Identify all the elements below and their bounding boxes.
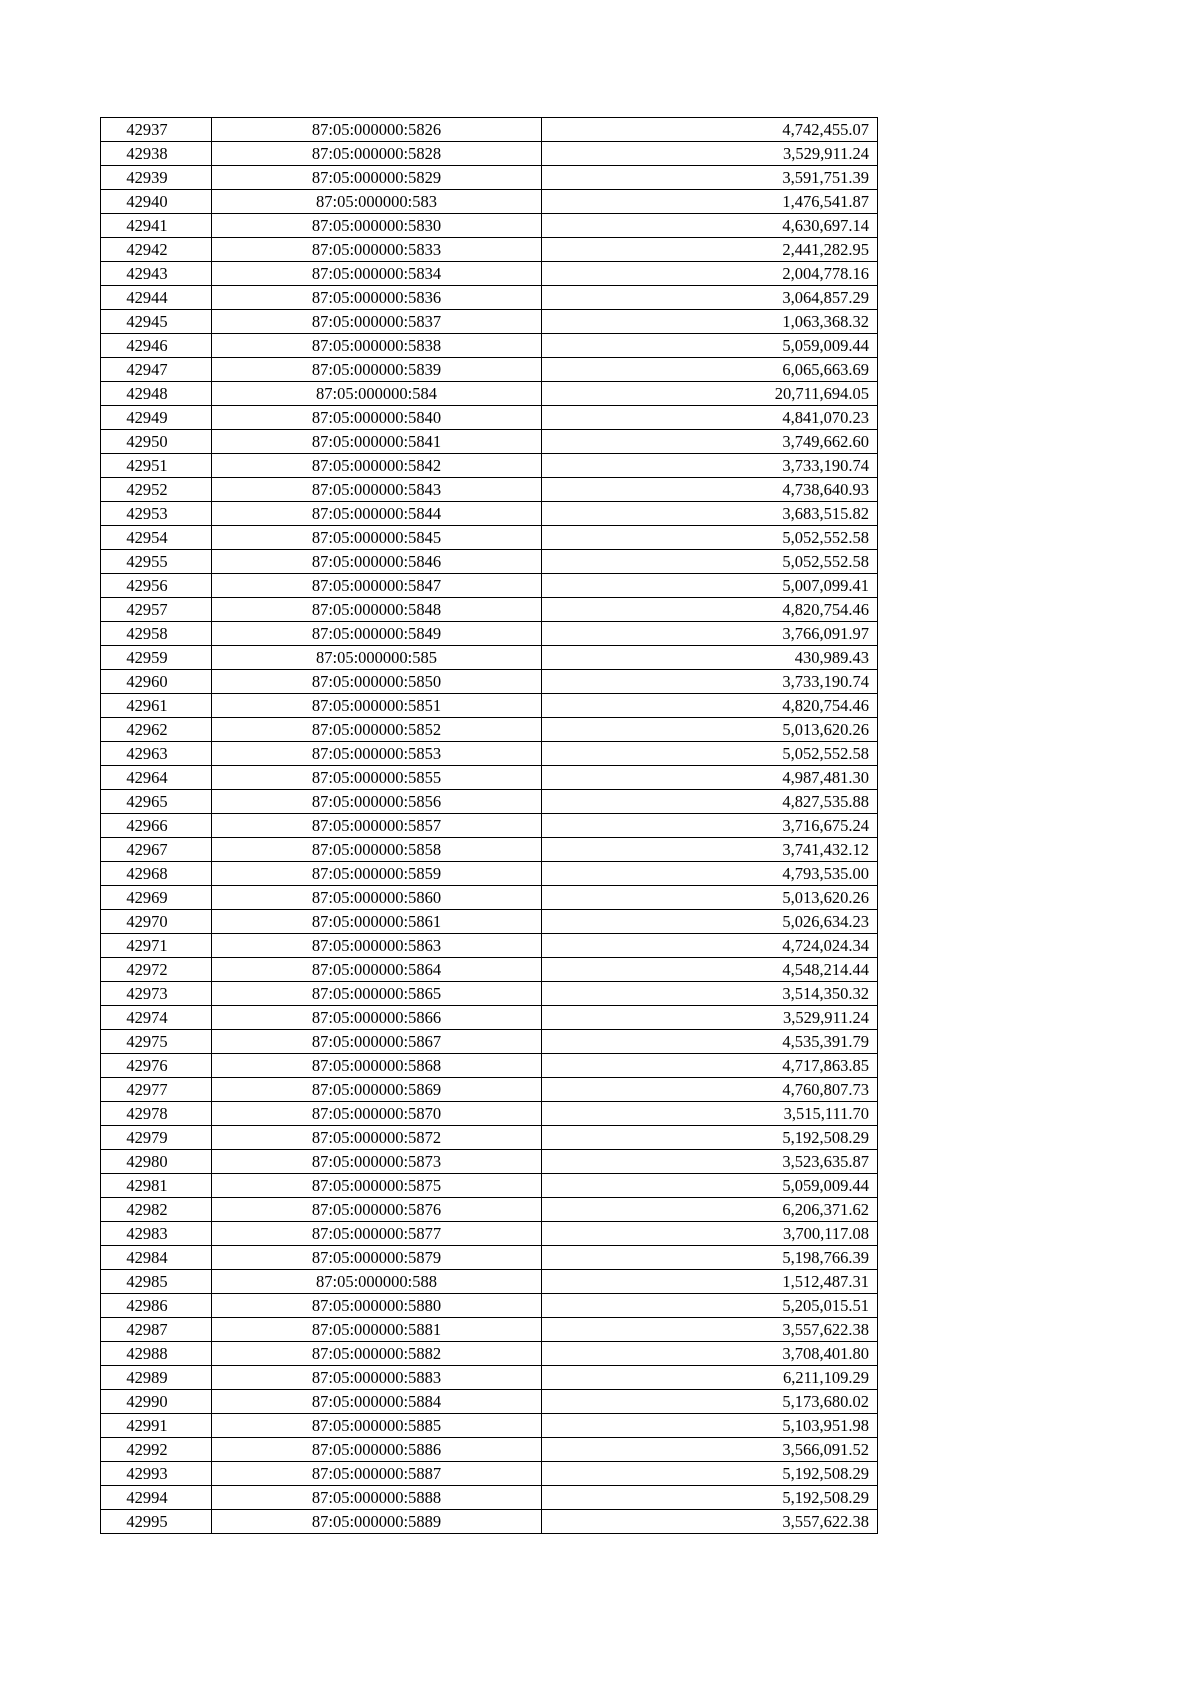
cadastral-number-cell: 87:05:000000:5841 xyxy=(212,430,542,454)
row-number-cell: 42982 xyxy=(101,1198,212,1222)
row-number-cell: 42972 xyxy=(101,958,212,982)
row-number-cell: 42987 xyxy=(101,1318,212,1342)
row-number-cell: 42939 xyxy=(101,166,212,190)
table-row xyxy=(101,934,878,958)
table-row xyxy=(101,838,878,862)
table-row xyxy=(101,574,878,598)
cadastral-value-cell: 3,733,190.74 xyxy=(542,454,878,478)
cadastral-value-cell: 3,683,515.82 xyxy=(542,502,878,526)
cadastral-value-cell: 4,630,697.14 xyxy=(542,214,878,238)
table-row xyxy=(101,742,878,766)
cadastral-number-cell: 87:05:000000:5861 xyxy=(212,910,542,934)
table-row xyxy=(101,694,878,718)
cadastral-value-cell: 3,749,662.60 xyxy=(542,430,878,454)
row-number-cell: 42957 xyxy=(101,598,212,622)
cadastral-value-cell: 4,760,807.73 xyxy=(542,1078,878,1102)
cadastral-number-cell: 87:05:000000:5875 xyxy=(212,1174,542,1198)
table-row xyxy=(101,646,878,670)
row-number-cell: 42991 xyxy=(101,1414,212,1438)
cadastral-value-cell: 5,007,099.41 xyxy=(542,574,878,598)
table-row xyxy=(101,982,878,1006)
cadastral-value-cell: 3,566,091.52 xyxy=(542,1438,878,1462)
cadastral-value-cell: 3,529,911.24 xyxy=(542,142,878,166)
cadastral-value-cell: 1,476,541.87 xyxy=(542,190,878,214)
cadastral-number-cell: 87:05:000000:5853 xyxy=(212,742,542,766)
cadastral-value-cell: 3,529,911.24 xyxy=(542,1006,878,1030)
table-row xyxy=(101,1078,878,1102)
cadastral-number-cell: 87:05:000000:5870 xyxy=(212,1102,542,1126)
row-number-cell: 42978 xyxy=(101,1102,212,1126)
cadastral-number-cell: 87:05:000000:5879 xyxy=(212,1246,542,1270)
cadastral-number-cell: 87:05:000000:5826 xyxy=(212,118,542,142)
table-row xyxy=(101,958,878,982)
row-number-cell: 42977 xyxy=(101,1078,212,1102)
cadastral-number-cell: 87:05:000000:5889 xyxy=(212,1510,542,1534)
cadastral-number-cell: 87:05:000000:5864 xyxy=(212,958,542,982)
row-number-cell: 42945 xyxy=(101,310,212,334)
row-number-cell: 42943 xyxy=(101,262,212,286)
cadastral-number-cell: 87:05:000000:5858 xyxy=(212,838,542,862)
table-row xyxy=(101,478,878,502)
cadastral-number-cell: 87:05:000000:5848 xyxy=(212,598,542,622)
cadastral-value-cell: 4,841,070.23 xyxy=(542,406,878,430)
row-number-cell: 42984 xyxy=(101,1246,212,1270)
cadastral-value-cell: 5,059,009.44 xyxy=(542,1174,878,1198)
cadastral-value-cell: 4,987,481.30 xyxy=(542,766,878,790)
table-row xyxy=(101,862,878,886)
cadastral-number-cell: 87:05:000000:5883 xyxy=(212,1366,542,1390)
table-row xyxy=(101,1174,878,1198)
cadastral-number-cell: 87:05:000000:5866 xyxy=(212,1006,542,1030)
row-number-cell: 42983 xyxy=(101,1222,212,1246)
cadastral-number-cell: 87:05:000000:5873 xyxy=(212,1150,542,1174)
table-row xyxy=(101,1246,878,1270)
row-number-cell: 42952 xyxy=(101,478,212,502)
cadastral-number-cell: 87:05:000000:5855 xyxy=(212,766,542,790)
table-row xyxy=(101,430,878,454)
table-row xyxy=(101,1318,878,1342)
row-number-cell: 42944 xyxy=(101,286,212,310)
row-number-cell: 42966 xyxy=(101,814,212,838)
cadastral-value-cell: 4,742,455.07 xyxy=(542,118,878,142)
row-number-cell: 42960 xyxy=(101,670,212,694)
table-row xyxy=(101,1462,878,1486)
row-number-cell: 42958 xyxy=(101,622,212,646)
cadastral-number-cell: 87:05:000000:5828 xyxy=(212,142,542,166)
row-number-cell: 42970 xyxy=(101,910,212,934)
cadastral-value-cell: 3,700,117.08 xyxy=(542,1222,878,1246)
row-number-cell: 42947 xyxy=(101,358,212,382)
cadastral-number-cell: 87:05:000000:5830 xyxy=(212,214,542,238)
cadastral-value-cell: 4,548,214.44 xyxy=(542,958,878,982)
cadastral-number-cell: 87:05:000000:5833 xyxy=(212,238,542,262)
cadastral-value-cell: 4,717,863.85 xyxy=(542,1054,878,1078)
cadastral-number-cell: 87:05:000000:5836 xyxy=(212,286,542,310)
cadastral-value-cell: 3,741,432.12 xyxy=(542,838,878,862)
cadastral-number-cell: 87:05:000000:5847 xyxy=(212,574,542,598)
row-number-cell: 42938 xyxy=(101,142,212,166)
cadastral-value-cell: 5,192,508.29 xyxy=(542,1462,878,1486)
cadastral-value-cell: 6,206,371.62 xyxy=(542,1198,878,1222)
table-row xyxy=(101,1222,878,1246)
cadastral-number-cell: 87:05:000000:5884 xyxy=(212,1390,542,1414)
cadastral-value-cell: 430,989.43 xyxy=(542,646,878,670)
cadastral-number-cell: 87:05:000000:5865 xyxy=(212,982,542,1006)
cadastral-number-cell: 87:05:000000:5852 xyxy=(212,718,542,742)
cadastral-value-cell: 4,535,391.79 xyxy=(542,1030,878,1054)
row-number-cell: 42989 xyxy=(101,1366,212,1390)
table-row xyxy=(101,1030,878,1054)
cadastral-value-cell: 3,708,401.80 xyxy=(542,1342,878,1366)
cadastral-value-cell: 5,192,508.29 xyxy=(542,1486,878,1510)
table-row xyxy=(101,1126,878,1150)
cadastral-number-cell: 87:05:000000:5869 xyxy=(212,1078,542,1102)
table-row xyxy=(101,526,878,550)
cadastral-number-cell: 87:05:000000:5846 xyxy=(212,550,542,574)
row-number-cell: 42942 xyxy=(101,238,212,262)
cadastral-value-cell: 5,173,680.02 xyxy=(542,1390,878,1414)
cadastral-value-cell: 4,820,754.46 xyxy=(542,694,878,718)
cadastral-number-cell: 87:05:000000:5859 xyxy=(212,862,542,886)
table-row xyxy=(101,1054,878,1078)
cadastral-value-cell: 5,103,951.98 xyxy=(542,1414,878,1438)
row-number-cell: 42946 xyxy=(101,334,212,358)
cadastral-value-cell: 2,004,778.16 xyxy=(542,262,878,286)
row-number-cell: 42955 xyxy=(101,550,212,574)
table-row xyxy=(101,1102,878,1126)
cadastral-value-cell: 4,738,640.93 xyxy=(542,478,878,502)
cadastral-number-cell: 87:05:000000:5834 xyxy=(212,262,542,286)
row-number-cell: 42964 xyxy=(101,766,212,790)
table-row xyxy=(101,1006,878,1030)
table-row xyxy=(101,358,878,382)
row-number-cell: 42949 xyxy=(101,406,212,430)
cadastral-value-cell: 3,557,622.38 xyxy=(542,1510,878,1534)
cadastral-value-cell: 1,512,487.31 xyxy=(542,1270,878,1294)
table-row xyxy=(101,1390,878,1414)
cadastral-value-cell: 5,013,620.26 xyxy=(542,718,878,742)
cadastral-number-cell: 87:05:000000:5887 xyxy=(212,1462,542,1486)
cadastral-value-cell: 5,052,552.58 xyxy=(542,550,878,574)
row-number-cell: 42992 xyxy=(101,1438,212,1462)
cadastral-value-cell: 5,052,552.58 xyxy=(542,526,878,550)
table-row xyxy=(101,670,878,694)
row-number-cell: 42954 xyxy=(101,526,212,550)
row-number-cell: 42967 xyxy=(101,838,212,862)
cadastral-number-cell: 87:05:000000:5857 xyxy=(212,814,542,838)
cadastral-number-cell: 87:05:000000:5849 xyxy=(212,622,542,646)
row-number-cell: 42961 xyxy=(101,694,212,718)
table-row xyxy=(101,502,878,526)
table-row xyxy=(101,406,878,430)
table-row xyxy=(101,1366,878,1390)
cadastral-value-cell: 5,198,766.39 xyxy=(542,1246,878,1270)
table-row xyxy=(101,886,878,910)
row-number-cell: 42941 xyxy=(101,214,212,238)
cadastral-number-cell: 87:05:000000:5882 xyxy=(212,1342,542,1366)
cadastral-number-cell: 87:05:000000:5860 xyxy=(212,886,542,910)
table-row xyxy=(101,622,878,646)
cadastral-number-cell: 87:05:000000:5839 xyxy=(212,358,542,382)
cadastral-value-cell: 4,820,754.46 xyxy=(542,598,878,622)
cadastral-value-cell: 3,766,091.97 xyxy=(542,622,878,646)
row-number-cell: 42953 xyxy=(101,502,212,526)
table-row xyxy=(101,1414,878,1438)
table-row xyxy=(101,238,878,262)
cadastral-number-cell: 87:05:000000:5851 xyxy=(212,694,542,718)
row-number-cell: 42993 xyxy=(101,1462,212,1486)
cadastral-number-cell: 87:05:000000:588 xyxy=(212,1270,542,1294)
row-number-cell: 42951 xyxy=(101,454,212,478)
table-row xyxy=(101,814,878,838)
row-number-cell: 42994 xyxy=(101,1486,212,1510)
cadastral-value-cell: 3,515,111.70 xyxy=(542,1102,878,1126)
cadastral-value-cell: 3,523,635.87 xyxy=(542,1150,878,1174)
table-row xyxy=(101,1486,878,1510)
table-row xyxy=(101,1510,878,1534)
cadastral-value-table xyxy=(100,117,878,1534)
cadastral-number-cell: 87:05:000000:5877 xyxy=(212,1222,542,1246)
table-row xyxy=(101,310,878,334)
table-row xyxy=(101,454,878,478)
table-row xyxy=(101,598,878,622)
row-number-cell: 42959 xyxy=(101,646,212,670)
cadastral-number-cell: 87:05:000000:5886 xyxy=(212,1438,542,1462)
cadastral-value-cell: 3,514,350.32 xyxy=(542,982,878,1006)
row-number-cell: 42981 xyxy=(101,1174,212,1198)
table-row xyxy=(101,1438,878,1462)
cadastral-number-cell: 87:05:000000:5888 xyxy=(212,1486,542,1510)
row-number-cell: 42973 xyxy=(101,982,212,1006)
row-number-cell: 42990 xyxy=(101,1390,212,1414)
row-number-cell: 42995 xyxy=(101,1510,212,1534)
row-number-cell: 42940 xyxy=(101,190,212,214)
cadastral-value-cell: 3,591,751.39 xyxy=(542,166,878,190)
cadastral-number-cell: 87:05:000000:5868 xyxy=(212,1054,542,1078)
cadastral-value-cell: 5,192,508.29 xyxy=(542,1126,878,1150)
row-number-cell: 42937 xyxy=(101,118,212,142)
cadastral-number-cell: 87:05:000000:5863 xyxy=(212,934,542,958)
cadastral-number-cell: 87:05:000000:5876 xyxy=(212,1198,542,1222)
row-number-cell: 42969 xyxy=(101,886,212,910)
cadastral-number-cell: 87:05:000000:5843 xyxy=(212,478,542,502)
table-row xyxy=(101,1270,878,1294)
cadastral-value-cell: 2,441,282.95 xyxy=(542,238,878,262)
cadastral-number-cell: 87:05:000000:5880 xyxy=(212,1294,542,1318)
row-number-cell: 42962 xyxy=(101,718,212,742)
table-body xyxy=(101,118,878,1534)
row-number-cell: 42985 xyxy=(101,1270,212,1294)
table-row xyxy=(101,190,878,214)
table-row xyxy=(101,382,878,406)
cadastral-number-cell: 87:05:000000:5867 xyxy=(212,1030,542,1054)
row-number-cell: 42980 xyxy=(101,1150,212,1174)
cadastral-value-cell: 4,827,535.88 xyxy=(542,790,878,814)
table-row xyxy=(101,550,878,574)
row-number-cell: 42965 xyxy=(101,790,212,814)
row-number-cell: 42974 xyxy=(101,1006,212,1030)
cadastral-value-cell: 5,026,634.23 xyxy=(542,910,878,934)
cadastral-value-cell: 3,064,857.29 xyxy=(542,286,878,310)
table-row xyxy=(101,718,878,742)
table-row xyxy=(101,262,878,286)
cadastral-value-cell: 5,205,015.51 xyxy=(542,1294,878,1318)
table-row xyxy=(101,1342,878,1366)
cadastral-value-cell: 5,013,620.26 xyxy=(542,886,878,910)
row-number-cell: 42968 xyxy=(101,862,212,886)
row-number-cell: 42950 xyxy=(101,430,212,454)
cadastral-number-cell: 87:05:000000:5838 xyxy=(212,334,542,358)
cadastral-number-cell: 87:05:000000:5850 xyxy=(212,670,542,694)
cadastral-value-cell: 3,716,675.24 xyxy=(542,814,878,838)
row-number-cell: 42976 xyxy=(101,1054,212,1078)
cadastral-value-cell: 6,211,109.29 xyxy=(542,1366,878,1390)
row-number-cell: 42948 xyxy=(101,382,212,406)
cadastral-value-cell: 20,711,694.05 xyxy=(542,382,878,406)
row-number-cell: 42963 xyxy=(101,742,212,766)
cadastral-number-cell: 87:05:000000:584 xyxy=(212,382,542,406)
cadastral-value-cell: 1,063,368.32 xyxy=(542,310,878,334)
cadastral-number-cell: 87:05:000000:5856 xyxy=(212,790,542,814)
cadastral-number-cell: 87:05:000000:5881 xyxy=(212,1318,542,1342)
cadastral-number-cell: 87:05:000000:5840 xyxy=(212,406,542,430)
cadastral-value-cell: 4,724,024.34 xyxy=(542,934,878,958)
cadastral-number-cell: 87:05:000000:583 xyxy=(212,190,542,214)
cadastral-value-cell: 5,059,009.44 xyxy=(542,334,878,358)
cadastral-number-cell: 87:05:000000:5885 xyxy=(212,1414,542,1438)
row-number-cell: 42986 xyxy=(101,1294,212,1318)
cadastral-number-cell: 87:05:000000:5837 xyxy=(212,310,542,334)
table-row xyxy=(101,1294,878,1318)
cadastral-number-cell: 87:05:000000:585 xyxy=(212,646,542,670)
table-row xyxy=(101,790,878,814)
table-row xyxy=(101,1150,878,1174)
cadastral-number-cell: 87:05:000000:5845 xyxy=(212,526,542,550)
table-row xyxy=(101,334,878,358)
table-row xyxy=(101,214,878,238)
cadastral-value-cell: 3,733,190.74 xyxy=(542,670,878,694)
table-row xyxy=(101,286,878,310)
cadastral-value-cell: 4,793,535.00 xyxy=(542,862,878,886)
row-number-cell: 42956 xyxy=(101,574,212,598)
table-row xyxy=(101,1198,878,1222)
cadastral-value-cell: 6,065,663.69 xyxy=(542,358,878,382)
cadastral-number-cell: 87:05:000000:5842 xyxy=(212,454,542,478)
table-row xyxy=(101,118,878,142)
row-number-cell: 42979 xyxy=(101,1126,212,1150)
table-row xyxy=(101,166,878,190)
cadastral-number-cell: 87:05:000000:5872 xyxy=(212,1126,542,1150)
cadastral-number-cell: 87:05:000000:5829 xyxy=(212,166,542,190)
cadastral-number-cell: 87:05:000000:5844 xyxy=(212,502,542,526)
table-row xyxy=(101,142,878,166)
row-number-cell: 42988 xyxy=(101,1342,212,1366)
table-row xyxy=(101,910,878,934)
table-row xyxy=(101,766,878,790)
cadastral-value-cell: 5,052,552.58 xyxy=(542,742,878,766)
row-number-cell: 42971 xyxy=(101,934,212,958)
cadastral-value-cell: 3,557,622.38 xyxy=(542,1318,878,1342)
row-number-cell: 42975 xyxy=(101,1030,212,1054)
